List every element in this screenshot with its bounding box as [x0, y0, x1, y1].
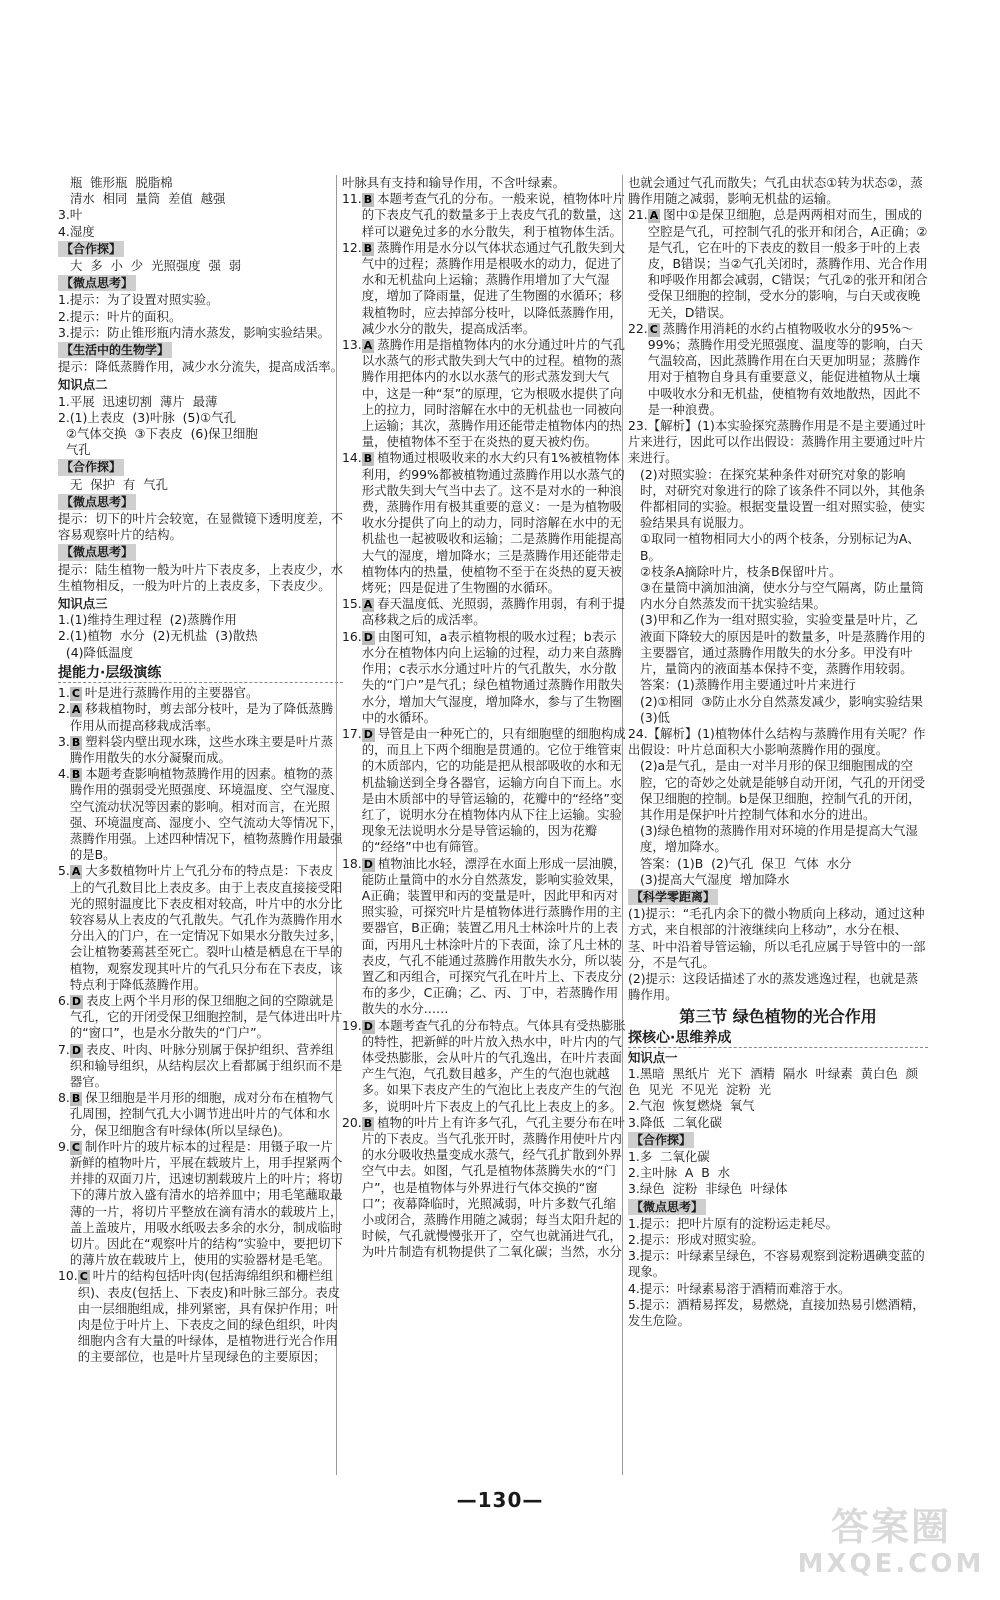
answer-badge: D — [71, 1043, 81, 1057]
answer-badge: B — [363, 241, 373, 255]
question-number: 4. — [58, 766, 70, 782]
answer-badge: D — [363, 727, 373, 741]
question-item — [342, 726, 627, 856]
text-line: (1)提示：“毛孔内余下的微小物质向上移动，通过这种方式，来自根部的汁液继续向上移动”，水分在根、茎、叶中沿着导管运输，所以毛孔应属于导管中的一部分，不是气孔。 — [628, 906, 926, 970]
column-left — [58, 175, 343, 1515]
text-line: 1.黑暗 黑纸片 光下 酒精 隔水 叶绿素 黄白色 颜色 见光 不见光 淀粉 光 — [628, 1065, 918, 1098]
knowledge-point-title: 知识点三 — [58, 596, 108, 612]
answer-line: 答案：(1)B (2)气孔 保卫 气体 水分 — [640, 855, 852, 871]
answer-badge: A — [649, 209, 659, 223]
question-item — [342, 337, 627, 450]
section-tag: 【微点思考】 — [58, 544, 136, 560]
text-line: 5.提示：酒精易挥发，易燃烧，直接加热易引燃酒精，发生危险。 — [628, 1296, 925, 1329]
question-number: 20. — [342, 1114, 362, 1130]
column-middle — [342, 175, 627, 1515]
question-text — [70, 734, 343, 766]
answer-badge: D — [363, 1019, 373, 1033]
question-body: 蒸腾作用消耗的水约占植物吸收水分的95%～99%；蒸腾作用受光照强度、温度等的影响，白天气温较高，因此蒸腾作用在白天更加明显；蒸腾作用对于植物自身具有重要意义，能促进植物从土壤中吸收水分和无机盐，使植物有效地散热，因此不是一种浪费。 — [647, 320, 924, 417]
question-text — [362, 629, 627, 726]
column-right — [628, 175, 928, 1515]
answer-line: (2)①相同 ③防止水分自然蒸发减少，影响实验结果 — [640, 693, 924, 709]
question-text — [648, 207, 928, 320]
question-body: 制作叶片的玻片标本的过程是：用镊子取一片新鲜的植物叶片，平展在载玻片上，用手捏紧两个并排的双面刀片，迅速切割载玻片上的叶片；将切下的薄片放入盛有清水的培养皿中；用毛笔蘸取最薄的一片，将切片平整放在滴有清水的载玻片上，盖上盖玻片，用吸水纸吸去多余的水分，制成临时切片。因此在“观察叶片的结构”实验中，要把切下的薄片放在载玻片上，使用的实验器材是毛笔。 — [69, 1138, 343, 1268]
question-item — [58, 1042, 343, 1091]
question-number: 3. — [58, 733, 70, 749]
text-line: 2.气泡 恢复燃烧 氧气 — [628, 1098, 755, 1114]
question-text — [70, 685, 343, 701]
text-line: 3.提示：防止锥形瓶内清水蒸发，影响实验结果。 — [58, 324, 331, 340]
text-line: 23.【解析】(1)本实验探究蒸腾作用是不是主要通过叶片来进行，因此可以作出假设：蒸腾作用主要通过叶片来进行。 — [628, 418, 926, 466]
text-line: ①取同一植物相同大小的两个枝条，分别标记为A、B。 — [640, 531, 920, 563]
watermark-url: MXQE.COM — [797, 1549, 985, 1579]
question-item — [342, 596, 627, 628]
section-tag: 【科学零距离】 — [628, 889, 718, 905]
text-line: 2.(1)植物 水分 (2)无机盐 (3)散热 — [58, 628, 258, 644]
question-body: 大多数植物叶片上气孔分布的特点是：下表皮上的气孔数目比上表皮多。由于上表皮直接接受阳光的照射温度比下表皮相对较高，叶片中的水分比较容易从上表皮的气孔散失。气孔作为蒸腾作用水分出入的门户，在一定情况下如果水分散失过多，会让植物萎蔫甚至死亡。裂叶山楂是栖息在干旱的植物，观察发现其叶片的气孔只分布在下表皮，该特点利于降低蒸腾作用。 — [69, 863, 343, 992]
text-line: 1.(1)维持生理过程 (2)蒸腾作用 — [58, 612, 237, 628]
question-item — [342, 240, 627, 337]
question-number: 7. — [58, 1041, 70, 1057]
answer-line: (3)低 — [640, 709, 670, 725]
question-text — [362, 450, 627, 596]
question-body: 移栽植物时，剪去部分枝叶，是为了降低蒸腾作用从而提高移栽成活率。 — [69, 701, 334, 733]
text-line: (3)绿色植物的蒸腾作用对环境的作用是提高大气湿度，增加降水。 — [640, 823, 918, 855]
text-line: ②气体交换 ③下表皮 (6)保卫细胞 — [58, 426, 258, 442]
question-body: 叶是进行蒸腾作用的主要器官。 — [84, 685, 259, 701]
question-item — [58, 1090, 343, 1139]
question-item — [342, 1018, 627, 1115]
text-line: 1.提示：为了设置对照实验。 — [58, 292, 219, 308]
question-body: 由图可知，a表示植物根的吸水过程；b表示水分在植物体内向上运输的过程，动力来自蒸腾作用；c表示水分通过叶片的气孔散失，水分散失的“门户”是气孔；绿色植物通过蒸腾作用散失水分，增加大气湿度，增加降水，参与了生物圈中的水循环。 — [361, 628, 623, 725]
text-line: 1.平展 迅速切割 薄片 最薄 — [58, 393, 218, 409]
answer-badge: C — [71, 687, 80, 701]
question-body: 蒸腾作用是水分以气体状态通过气孔散失到大气中的过程；蒸腾作用是根吸水的动力，促进了水和无机盐向上运输；蒸腾作用增加了大气湿度，增加了降雨量，促进了生物圈的水循环；移栽植物时，应去掉部分枝叶，以降低蒸腾作用，减少水分的散失，提高成活率。 — [361, 239, 625, 336]
question-item — [628, 207, 928, 320]
text-line: 2.主叶脉 A B 水 — [628, 1165, 730, 1181]
question-text — [70, 1042, 343, 1091]
question-item — [342, 191, 627, 240]
answer-badge: B — [363, 452, 373, 466]
question-body: 保卫细胞是半月形的细胞，成对分布在植物气孔周围，控制气孔大小调节进出叶片的气体和水分，保卫细胞含有叶绿体(所以呈绿色)。 — [69, 1090, 334, 1138]
question-text — [362, 1115, 627, 1261]
question-number: 17. — [342, 725, 362, 741]
question-text — [70, 993, 343, 1042]
watermark-text: 答案圈 — [830, 1504, 951, 1549]
text-line: 3.绿色 淀粉 非绿色 叶绿体 — [628, 1181, 788, 1197]
question-number: 11. — [342, 191, 362, 207]
question-text — [78, 1268, 343, 1365]
text-line: (4)降低温度 — [58, 644, 134, 660]
section-heading: 提能力·层级演练 — [58, 665, 343, 683]
answer-badge: A — [363, 339, 373, 353]
answer-badge: B — [363, 193, 373, 207]
question-number: 1. — [58, 685, 70, 701]
question-body: 本题考查影响植物蒸腾作用的因素。植物的蒸腾作用的强弱受光照强度、环境温度、空气湿度、空气流动状况等因素的影响。相对而言，在光照强、环境温度高、湿度小、空气流动大等情况下，蒸腾作用强。上述四种情况下，植物蒸腾作用最强的是B。 — [69, 766, 343, 863]
question-body: 图中①是保卫细胞，总是两两相对而生，围成的空腔是气孔，可控制气孔的张开和闭合，A正确；②是气孔，它在叶的下表皮的数目一般多于叶的上表皮，B错误；当②气孔关闭时，蒸腾作用、光合作用和呼吸作用都会减弱，C错误；气孔②的张开和闭合受保卫细胞的控制，受水分的影响，与白天或夜晚无关，D错误。 — [647, 207, 928, 320]
text-line: 大 多 小 少 光照强度 强 弱 — [70, 258, 242, 274]
answer-badge: C — [79, 1270, 88, 1284]
answer-badge: B — [71, 768, 81, 782]
page-number: —130— — [456, 1488, 544, 1512]
question-body: 叶片的结构包括叶肉(包括海绵组织和栅栏组织)、表皮(包括上、下表皮)和叶脉三部分。表皮由一层细胞组成，排列紧密，具有保护作用；叶肉是位于叶片上、下表皮之间的绿色组织，叶肉细胞内含有大量的叶绿体，是植物进行光合作用的主要部位，也是叶片呈现绿色的主要原因； — [77, 1268, 341, 1365]
section-tag: 【合作探】 — [58, 459, 124, 475]
question-number: 8. — [58, 1090, 70, 1106]
question-text — [362, 596, 627, 628]
question-number: 16. — [342, 628, 362, 644]
question-number: 18. — [342, 855, 362, 871]
text-line: (3)甲和乙作为一组对照实验，实验变量是叶片，乙液面下降较大的原因是叶的数量多，叶是蒸腾作用的主要器官，通过蒸腾作用散失的水分多。甲没有叶片，量筒内的液面基本保持不变，蒸腾作用较弱。 — [640, 612, 925, 677]
question-text — [70, 701, 343, 733]
text-line: 清水 相同 量筒 差值 越强 — [70, 191, 226, 207]
text-line: (2)提示：这段话描述了水的蒸发逃逸过程，也就是蒸腾作用。 — [628, 970, 919, 1003]
text-line: 提示：降低蒸腾作用，减少水分流失，提高成活率。 — [58, 359, 343, 375]
question-text — [70, 863, 343, 993]
answer-badge: D — [363, 857, 373, 871]
text-line: 3.降低 二氧化碳 — [628, 1114, 723, 1130]
text-line: (2)a是气孔，是由一对半月形的保卫细胞围成的空腔，它的奇妙之处就是能够自动开闭，气孔的开闭受保卫细胞的控制。b是保卫细胞，控制气孔的开闭，其作用是保护叶片控制气体和水分的进出。 — [640, 758, 925, 822]
watermark-logo — [796, 1506, 986, 1590]
text-line: 提示：陆生植物一般为叶片下表皮多，上表皮少，水生植物相反，一般为叶片的上表皮多，下表皮少。 — [58, 561, 343, 593]
text-line: (2)对照实验：在探究某种条件对研究对象的影响时，对研究对象进行的除了该条件不同以外，其他条件都相同的实验。根据变量设置一组对照实验，使实验结果具有说服力。 — [640, 466, 925, 531]
question-number: 2. — [58, 701, 70, 717]
question-item — [58, 734, 343, 766]
question-item — [628, 321, 928, 418]
question-text — [362, 240, 627, 337]
text-line: 1.多 二氧化碳 — [628, 1148, 710, 1164]
question-body: 植物通过根吸收来的水大约只有1%被植物体利用，约99%都被植物通过蒸腾作用以水蒸气的形式散失到大气当中去了。这不是对水的一种浪费，蒸腾作用有极其重要的意义：一是为植物吸收水分提供了向上的动力，同时溶解在水中的无机盐也一起被吸收和运输；二是蒸腾作用能提高大气的湿度，增加降水；三是蒸腾作用还能带走植物体内的热量，使植物不至于在炎热的夏天被烤死；四是促进了生物圈的水循环。 — [361, 450, 625, 596]
question-body: 蒸腾作用是指植物体内的水分通过叶片的气孔以水蒸气的形式散失到大气中的过程。植物的蒸腾作用把体内的水以水蒸气的形式蒸发到大气中，这是一种“泵”的原理，它为根吸水提供了向上的拉力，同时溶解在水中的无机盐也一同被向上运输；其次，蒸腾作用还能带走植物体内的热量，使植物体不至于在炎热的夏天被灼伤。 — [361, 337, 626, 450]
question-item — [58, 685, 343, 701]
question-item — [58, 701, 343, 733]
answer-badge: D — [363, 630, 373, 644]
question-body: 春天温度低、光照弱，蒸腾作用弱，有利于提高移栽之后的成活率。 — [361, 596, 626, 628]
text-line: 也就会通过气孔而散失；气孔由状态①转为状态②，蒸腾作用随之减弱，影响无机盐的运输。 — [628, 175, 923, 207]
question-text — [362, 856, 627, 1018]
question-text — [362, 337, 627, 450]
text-line: 2.(1)上表皮 (3)叶脉 (5)①气孔 — [58, 409, 237, 425]
section-tag: 【合作探】 — [58, 241, 124, 257]
text-line: 提示：切下的叶片会较宽，在显微镜下透明度差，不容易观察叶片的结构。 — [58, 511, 343, 543]
answer-badge: D — [71, 994, 81, 1008]
question-item — [342, 1115, 627, 1261]
question-number: 21. — [628, 207, 648, 223]
question-number: 9. — [58, 1138, 70, 1154]
knowledge-point-title: 知识点二 — [58, 377, 108, 393]
question-number: 15. — [342, 596, 362, 612]
text-line: 2.提示：形成对照实验。 — [628, 1232, 764, 1247]
question-body: 导管是由一种死亡的，只有细胞壁的细胞构成的，而且上下两个细胞是贯通的。它位于维管束的木质部内，它的功能是把从根部吸收的水和无机盐输送到全身各器官，运输方向自下而上。水是由木质部中的导管运输的，花瓣中的“经络”变红了，说明水分在植物体内从下往上运输。实验现象无法说明水分是导管运输的，因为花瓣的“经络”中也有筛管。 — [361, 725, 626, 855]
question-body: 本题考查气孔的分布。一般来说，植物体叶片的下表皮气孔的数量多于上表皮气孔的数量，这样可以避免过多的水分散失，利于植物体生活。 — [361, 191, 625, 239]
answer-badge: A — [71, 703, 81, 717]
question-number: 12. — [342, 239, 362, 255]
answer-badge: A — [363, 598, 373, 612]
text-line: 气孔 — [58, 442, 91, 458]
answer-line: (3)提高大气湿度 增加降水 — [640, 871, 790, 887]
question-body: 植物油比水轻，漂浮在水面上形成一层油膜，能防止量筒中的水分自然蒸发，影响实验效果，A正确；装置甲和丙的变量是叶，因此甲和丙对照实验，可探究叶片是植物体进行蒸腾作用的主要器官，B正确；装置乙用凡士林涂叶片的上表面，丙用凡士林涂叶片的下表面，涂了凡士林的表皮，气孔不能通过蒸腾作用散失水分，所以装置乙和丙组合，可探究气孔在叶片上、下表皮分布的多少，C正确；乙、丙、丁中，若蒸腾作用散失的水分…… — [361, 855, 626, 1017]
text-line: ③在量筒中滴加油滴，使水分与空气隔离，防止量筒内水分自然蒸发而干扰实验结果。 — [640, 580, 924, 612]
text-line: 3.叶 — [58, 207, 83, 223]
answer-line: 答案：(1)蒸腾作用主要通过叶片来进行 — [640, 677, 856, 693]
question-text — [362, 726, 627, 856]
question-number: 10. — [58, 1268, 78, 1284]
question-item — [342, 450, 627, 596]
section-tag: 【微点思考】 — [58, 494, 136, 510]
text-line: 3.提示：叶绿素呈绿色，不容易观察到淀粉遇碘变蓝的现象。 — [628, 1248, 925, 1280]
question-text — [648, 321, 928, 418]
question-body: 塑料袋内壁出现水珠，这些水珠主要是叶片蒸腾作用散失的水分凝聚而成。 — [69, 733, 334, 765]
question-text — [70, 766, 343, 863]
text-line: 无 保护 有 气孔 — [70, 476, 168, 492]
question-body: 表皮、叶肉、叶脉分别属于保护组织、营养组织和输导组织，从结构层次上看都属于组织而不是器官。 — [69, 1041, 343, 1089]
section-tag: 【生活中的生物学】 — [58, 342, 172, 358]
question-number: 19. — [342, 1017, 362, 1033]
question-item — [58, 1139, 343, 1269]
question-text — [362, 191, 627, 240]
question-number: 22. — [628, 320, 648, 336]
question-text — [70, 1090, 343, 1139]
question-item — [58, 993, 343, 1042]
question-number: 13. — [342, 337, 362, 353]
section-tag: 【微点思考】 — [628, 1199, 706, 1215]
question-number: 14. — [342, 450, 362, 466]
text-line: 1.提示：把叶片原有的淀粉运走耗尽。 — [628, 1215, 839, 1231]
text-line: ②枝条A摘除叶片，枝条B保留叶片。 — [640, 563, 842, 579]
question-item — [58, 1268, 343, 1365]
text-line: 4.提示：叶绿素易溶于酒精而难溶于水。 — [628, 1280, 851, 1296]
question-item — [58, 863, 343, 993]
question-list — [58, 685, 343, 1366]
question-list — [342, 191, 627, 1260]
question-item — [342, 629, 627, 726]
question-number: 6. — [58, 992, 70, 1008]
text-line: 4.湿度 — [58, 223, 95, 239]
question-body: 本题考查气孔的分布特点。气体具有受热膨胀的特性，把新鲜的叶片放入热水中，叶片内的气体受热膨胀，会从叶片的气孔逸出，在叶片表面产生气泡，气孔数目越多，产生的气泡也就越多。如果下表皮产生的气泡比上表皮产生的气泡多，说明叶片下表皮上的气孔比上表皮上的多。 — [361, 1017, 626, 1114]
section-tag: 【微点思考】 — [58, 275, 136, 291]
knowledge-point-title: 知识点一 — [628, 1049, 678, 1065]
question-text — [70, 1139, 343, 1269]
question-body: 表皮上两个半月形的保卫细胞之间的空隙就是气孔，它的开闭受保卫细胞控制，是气体进出叶片的“窗口”，也是水分散失的“门户”。 — [69, 992, 343, 1041]
text-line: 24.【解析】(1)植物体什么结构与蒸腾作用有关呢？作出假设：叶片总面积大小影响蒸腾作用的强度。 — [628, 725, 926, 758]
text-line: 2.提示：叶片的面积。 — [58, 308, 182, 324]
answer-badge: A — [71, 865, 81, 879]
answer-badge: B — [71, 735, 81, 749]
text-line: 叶脉具有支持和输导作用，不含叶绿素。 — [342, 175, 566, 190]
section-heading: 探核心·思维养成 — [628, 1030, 928, 1048]
answer-badge: B — [363, 1116, 373, 1130]
text-line: 瓶 锥形瓶 脱脂棉 — [70, 175, 173, 190]
question-text — [362, 1018, 627, 1115]
answer-badge: C — [649, 322, 658, 336]
answer-badge: B — [71, 1092, 81, 1106]
section-tag: 【合作探】 — [628, 1132, 694, 1148]
answer-badge: C — [71, 1140, 80, 1154]
question-item — [58, 766, 343, 863]
chapter-title: 第三节 绿色植物的光合作用 — [679, 1007, 877, 1027]
question-number: 5. — [58, 863, 70, 879]
question-item — [342, 856, 627, 1018]
question-body: 植物的叶片上有许多气孔，气孔主要分布在叶片的下表皮。当气孔张开时，蒸腾作用使叶片内的水分吸收热量变成水蒸气，经气孔扩散到外界空气中去。如图，气孔是植物体蒸腾失水的“门户”，也是植物体与外界进行气体交换的“窗口”；夜幕降临时，光照减弱，叶片多数气孔缩小或闭合，蒸腾作用随之减弱；每当太阳升起的时候，气孔就慢慢张开了，空气也就涌进气孔，为叶片制造有机物提供了二氧化碳；当然，水分 — [361, 1114, 625, 1260]
